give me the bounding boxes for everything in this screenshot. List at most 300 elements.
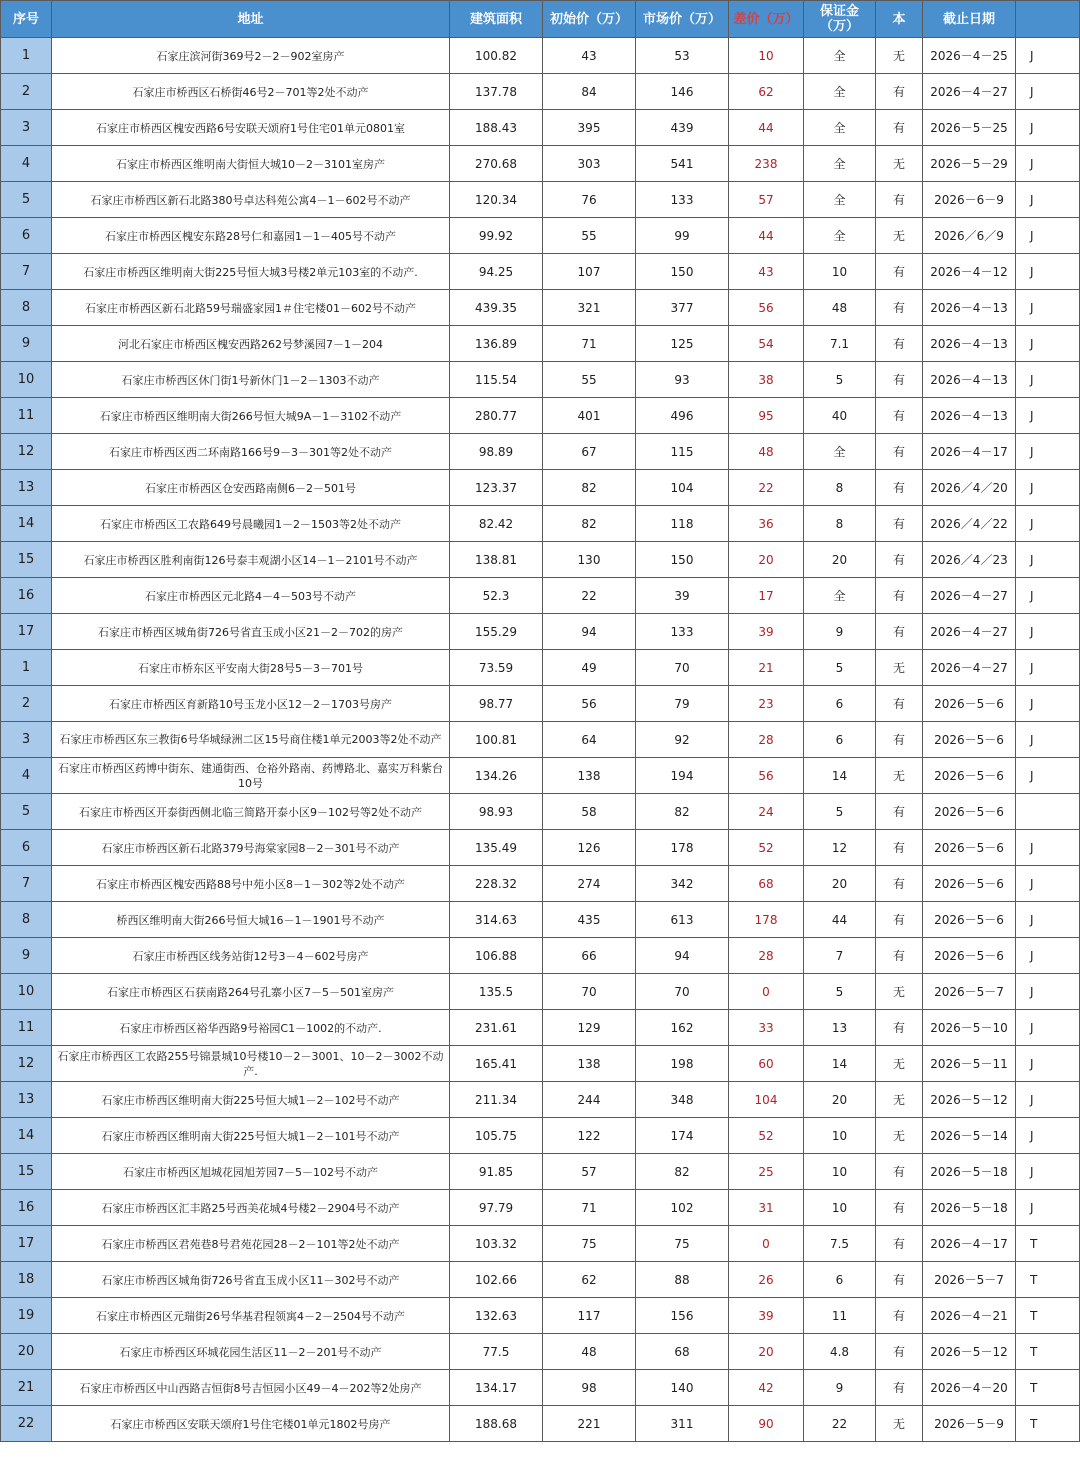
cell-deposit: 8 xyxy=(804,506,876,542)
cell-no: 13 xyxy=(1,1082,52,1118)
cell-start-price: 94 xyxy=(543,614,636,650)
cell-type: J xyxy=(1016,74,1080,110)
cell-cert: 无 xyxy=(876,218,923,254)
cell-deposit: 48 xyxy=(804,290,876,326)
cell-address: 石家庄市桥西区汇丰路25号西美花城4号楼2－2904号不动产 xyxy=(52,1190,450,1226)
cell-no: 6 xyxy=(1,830,52,866)
cell-market-price: 125 xyxy=(636,326,729,362)
cell-deposit: 14 xyxy=(804,1046,876,1082)
cell-address: 石家庄滨河街369号2－2－902室房产 xyxy=(52,38,450,74)
cell-market-price: 102 xyxy=(636,1190,729,1226)
cell-market-price: 75 xyxy=(636,1226,729,1262)
cell-type: J xyxy=(1016,722,1080,758)
cell-deadline: 2026－5－6 xyxy=(923,758,1016,794)
cell-market-price: 118 xyxy=(636,506,729,542)
cell-type: T xyxy=(1016,1226,1080,1262)
cell-area: 123.37 xyxy=(450,470,543,506)
cell-type: J xyxy=(1016,506,1080,542)
cell-deadline: 2026－5－6 xyxy=(923,722,1016,758)
cell-market-price: 94 xyxy=(636,938,729,974)
table-row xyxy=(1,1226,1080,1262)
cell-cert: 有 xyxy=(876,614,923,650)
cell-type: J xyxy=(1016,686,1080,722)
cell-type: J xyxy=(1016,254,1080,290)
cell-deadline: 2026－5－6 xyxy=(923,686,1016,722)
header-address: 地址 xyxy=(52,1,450,38)
cell-market-price: 115 xyxy=(636,434,729,470)
cell-no: 9 xyxy=(1,326,52,362)
cell-cert: 无 xyxy=(876,758,923,794)
cell-diff: 33 xyxy=(729,1010,804,1046)
cell-no: 15 xyxy=(1,1154,52,1190)
cell-cert: 有 xyxy=(876,1262,923,1298)
cell-deposit: 全 xyxy=(804,110,876,146)
cell-market-price: 150 xyxy=(636,254,729,290)
cell-market-price: 311 xyxy=(636,1406,729,1442)
cell-no: 10 xyxy=(1,974,52,1010)
cell-diff: 25 xyxy=(729,1154,804,1190)
cell-no: 21 xyxy=(1,1370,52,1406)
cell-area: 102.66 xyxy=(450,1262,543,1298)
cell-market-price: 162 xyxy=(636,1010,729,1046)
cell-address: 石家庄市桥西区安联天颂府1号住宅楼01单元1802号房产 xyxy=(52,1406,450,1442)
cell-market-price: 439 xyxy=(636,110,729,146)
cell-deposit: 13 xyxy=(804,1010,876,1046)
cell-deposit: 11 xyxy=(804,1298,876,1334)
cell-start-price: 107 xyxy=(543,254,636,290)
cell-start-price: 82 xyxy=(543,506,636,542)
cell-no: 8 xyxy=(1,902,52,938)
cell-no: 16 xyxy=(1,578,52,614)
cell-start-price: 62 xyxy=(543,1262,636,1298)
cell-market-price: 133 xyxy=(636,182,729,218)
cell-cert: 有 xyxy=(876,830,923,866)
cell-no: 13 xyxy=(1,470,52,506)
cell-no: 18 xyxy=(1,1262,52,1298)
cell-deadline: 2026－4－27 xyxy=(923,650,1016,686)
table-row xyxy=(1,290,1080,326)
cell-start-price: 126 xyxy=(543,830,636,866)
cell-area: 98.93 xyxy=(450,794,543,830)
cell-cert: 有 xyxy=(876,794,923,830)
cell-diff: 28 xyxy=(729,938,804,974)
cell-address: 河北石家庄市桥西区槐安西路262号梦溪园7－1－204 xyxy=(52,326,450,362)
cell-type: J xyxy=(1016,830,1080,866)
cell-diff: 31 xyxy=(729,1190,804,1226)
cell-area: 188.68 xyxy=(450,1406,543,1442)
cell-start-price: 43 xyxy=(543,38,636,74)
cell-area: 94.25 xyxy=(450,254,543,290)
cell-start-price: 138 xyxy=(543,1046,636,1082)
cell-cert: 无 xyxy=(876,1046,923,1082)
table-row xyxy=(1,74,1080,110)
cell-area: 188.43 xyxy=(450,110,543,146)
cell-cert: 无 xyxy=(876,1406,923,1442)
cell-address: 石家庄市桥西区新石北路379号海棠家园8－2－301号不动产 xyxy=(52,830,450,866)
cell-area: 134.26 xyxy=(450,758,543,794)
cell-deadline: 2026－4－17 xyxy=(923,1226,1016,1262)
cell-deadline: 2026－5－29 xyxy=(923,146,1016,182)
cell-cert: 有 xyxy=(876,362,923,398)
cell-market-price: 146 xyxy=(636,74,729,110)
cell-deposit: 6 xyxy=(804,1262,876,1298)
cell-deposit: 4.8 xyxy=(804,1334,876,1370)
cell-market-price: 156 xyxy=(636,1298,729,1334)
cell-deadline: 2026－5－7 xyxy=(923,974,1016,1010)
cell-no: 3 xyxy=(1,722,52,758)
cell-diff: 38 xyxy=(729,362,804,398)
cell-diff: 44 xyxy=(729,110,804,146)
cell-type: J xyxy=(1016,1154,1080,1190)
header-diff: 差价（万） xyxy=(729,1,804,38)
cell-address: 石家庄市桥西区维明南大街225号恒大城1－2－101号不动产 xyxy=(52,1118,450,1154)
table-row xyxy=(1,614,1080,650)
cell-deposit: 全 xyxy=(804,578,876,614)
cell-deadline: 2026－4－13 xyxy=(923,362,1016,398)
cell-start-price: 49 xyxy=(543,650,636,686)
cell-deposit: 全 xyxy=(804,146,876,182)
cell-cert: 有 xyxy=(876,1010,923,1046)
cell-type: T xyxy=(1016,1370,1080,1406)
cell-diff: 56 xyxy=(729,758,804,794)
cell-address: 石家庄市桥西区育新路10号玉龙小区12－2－1703号房产 xyxy=(52,686,450,722)
cell-cert: 无 xyxy=(876,146,923,182)
cell-address: 石家庄市桥西区环城花园生活区11－2－201号不动产 xyxy=(52,1334,450,1370)
table-row xyxy=(1,182,1080,218)
cell-area: 73.59 xyxy=(450,650,543,686)
cell-start-price: 401 xyxy=(543,398,636,434)
cell-deadline: 2026－4－27 xyxy=(923,614,1016,650)
table-row xyxy=(1,794,1080,830)
table-row xyxy=(1,434,1080,470)
cell-deadline: 2026－5－6 xyxy=(923,938,1016,974)
table-row xyxy=(1,326,1080,362)
cell-no: 5 xyxy=(1,794,52,830)
cell-deposit: 全 xyxy=(804,434,876,470)
cell-cert: 无 xyxy=(876,1082,923,1118)
cell-start-price: 321 xyxy=(543,290,636,326)
cell-area: 137.78 xyxy=(450,74,543,110)
cell-start-price: 56 xyxy=(543,686,636,722)
cell-area: 98.89 xyxy=(450,434,543,470)
cell-no: 4 xyxy=(1,146,52,182)
cell-type: J xyxy=(1016,362,1080,398)
cell-deposit: 20 xyxy=(804,542,876,578)
cell-deposit: 8 xyxy=(804,470,876,506)
cell-deadline: 2026－5－9 xyxy=(923,1406,1016,1442)
header-deposit: 保证金（万） xyxy=(804,1,876,38)
table-row xyxy=(1,938,1080,974)
cell-deposit: 22 xyxy=(804,1406,876,1442)
cell-deposit: 10 xyxy=(804,1190,876,1226)
cell-deadline: 2026－5－11 xyxy=(923,1046,1016,1082)
table-row xyxy=(1,362,1080,398)
table-row xyxy=(1,254,1080,290)
cell-deadline: 2026－4－13 xyxy=(923,290,1016,326)
cell-market-price: 104 xyxy=(636,470,729,506)
cell-address: 石家庄市桥西区元瑞街26号华基君程领寓4－2－2504号不动产 xyxy=(52,1298,450,1334)
cell-deadline: 2026－4－25 xyxy=(923,38,1016,74)
cell-start-price: 274 xyxy=(543,866,636,902)
cell-no: 7 xyxy=(1,254,52,290)
cell-cert: 有 xyxy=(876,182,923,218)
cell-deposit: 5 xyxy=(804,974,876,1010)
cell-type: J xyxy=(1016,866,1080,902)
table-row xyxy=(1,650,1080,686)
cell-area: 165.41 xyxy=(450,1046,543,1082)
cell-type: J xyxy=(1016,218,1080,254)
cell-deposit: 6 xyxy=(804,722,876,758)
cell-no: 16 xyxy=(1,1190,52,1226)
cell-market-price: 70 xyxy=(636,650,729,686)
cell-market-price: 140 xyxy=(636,1370,729,1406)
cell-no: 11 xyxy=(1,398,52,434)
cell-type: J xyxy=(1016,182,1080,218)
cell-type: J xyxy=(1016,110,1080,146)
cell-deadline: 2026－5－12 xyxy=(923,1334,1016,1370)
cell-deposit: 14 xyxy=(804,758,876,794)
cell-no: 17 xyxy=(1,614,52,650)
cell-area: 82.42 xyxy=(450,506,543,542)
cell-deposit: 全 xyxy=(804,182,876,218)
cell-area: 280.77 xyxy=(450,398,543,434)
cell-start-price: 82 xyxy=(543,470,636,506)
table-row xyxy=(1,722,1080,758)
cell-deadline: 2026／4／23 xyxy=(923,542,1016,578)
table-row xyxy=(1,1370,1080,1406)
cell-no: 17 xyxy=(1,1226,52,1262)
table-row xyxy=(1,1298,1080,1334)
table-row xyxy=(1,758,1080,794)
table-row xyxy=(1,506,1080,542)
cell-diff: 43 xyxy=(729,254,804,290)
cell-market-price: 496 xyxy=(636,398,729,434)
cell-deposit: 5 xyxy=(804,650,876,686)
cell-address: 石家庄市桥西区槐安西路6号安联天颂府1号住宅01单元0801室 xyxy=(52,110,450,146)
cell-address: 石家庄市桥西区胜利南街126号泰丰观湖小区14－1－2101号不动产 xyxy=(52,542,450,578)
header-type xyxy=(1016,1,1080,38)
cell-deadline: 2026／6／9 xyxy=(923,218,1016,254)
cell-diff: 238 xyxy=(729,146,804,182)
cell-market-price: 194 xyxy=(636,758,729,794)
cell-start-price: 58 xyxy=(543,794,636,830)
cell-address: 石家庄市桥西区城角街726号省直玉成小区21－2－702的房产 xyxy=(52,614,450,650)
cell-area: 439.35 xyxy=(450,290,543,326)
cell-area: 98.77 xyxy=(450,686,543,722)
cell-address: 石家庄市桥西区城角街726号省直玉成小区11－302号不动产 xyxy=(52,1262,450,1298)
cell-deposit: 20 xyxy=(804,1082,876,1118)
cell-market-price: 99 xyxy=(636,218,729,254)
cell-diff: 178 xyxy=(729,902,804,938)
cell-deposit: 9 xyxy=(804,1370,876,1406)
cell-type: J xyxy=(1016,578,1080,614)
cell-area: 136.89 xyxy=(450,326,543,362)
cell-type: J xyxy=(1016,1010,1080,1046)
cell-area: 100.81 xyxy=(450,722,543,758)
cell-start-price: 64 xyxy=(543,722,636,758)
cell-start-price: 57 xyxy=(543,1154,636,1190)
cell-address: 石家庄市桥西区线务站街12号3－4－602号房产 xyxy=(52,938,450,974)
cell-no: 19 xyxy=(1,1298,52,1334)
cell-diff: 68 xyxy=(729,866,804,902)
cell-type: J xyxy=(1016,38,1080,74)
cell-deadline: 2026－5－25 xyxy=(923,110,1016,146)
table-row xyxy=(1,542,1080,578)
cell-deposit: 44 xyxy=(804,902,876,938)
cell-start-price: 22 xyxy=(543,578,636,614)
table-row xyxy=(1,974,1080,1010)
cell-no: 1 xyxy=(1,650,52,686)
table-row xyxy=(1,38,1080,74)
cell-type: J xyxy=(1016,974,1080,1010)
cell-market-price: 82 xyxy=(636,794,729,830)
cell-type: T xyxy=(1016,1298,1080,1334)
cell-diff: 36 xyxy=(729,506,804,542)
cell-deadline: 2026－4－27 xyxy=(923,578,1016,614)
cell-no: 7 xyxy=(1,866,52,902)
cell-address: 石家庄市桥西区中山西路吉恒街8号吉恒园小区49－4－202等2处房产 xyxy=(52,1370,450,1406)
cell-address: 石家庄市桥西区维明南大街恒大城10－2－3101室房产 xyxy=(52,146,450,182)
cell-cert: 有 xyxy=(876,1298,923,1334)
cell-type: J xyxy=(1016,1190,1080,1226)
cell-start-price: 71 xyxy=(543,326,636,362)
cell-deadline: 2026－5－10 xyxy=(923,1010,1016,1046)
cell-market-price: 92 xyxy=(636,722,729,758)
cell-area: 231.61 xyxy=(450,1010,543,1046)
cell-no: 1 xyxy=(1,38,52,74)
cell-area: 138.81 xyxy=(450,542,543,578)
cell-start-price: 55 xyxy=(543,218,636,254)
cell-deadline: 2026－5－6 xyxy=(923,830,1016,866)
cell-no: 2 xyxy=(1,74,52,110)
cell-diff: 0 xyxy=(729,974,804,1010)
cell-deadline: 2026－4－20 xyxy=(923,1370,1016,1406)
cell-address: 石家庄市桥西区工农路255号锦景城10号楼10－2－3001、10－2－3002不动产. xyxy=(52,1046,450,1082)
cell-type: J xyxy=(1016,614,1080,650)
cell-deadline: 2026－4－12 xyxy=(923,254,1016,290)
cell-cert: 有 xyxy=(876,686,923,722)
cell-cert: 无 xyxy=(876,1118,923,1154)
cell-deposit: 10 xyxy=(804,1118,876,1154)
cell-start-price: 48 xyxy=(543,1334,636,1370)
table-row xyxy=(1,902,1080,938)
cell-deadline: 2026－5－6 xyxy=(923,794,1016,830)
cell-area: 120.34 xyxy=(450,182,543,218)
cell-deposit: 40 xyxy=(804,398,876,434)
cell-address: 石家庄市桥西区石桥街46号2－701等2处不动产 xyxy=(52,74,450,110)
cell-address: 石家庄市桥西区槐安东路28号仁和嘉园1－1－405号不动产 xyxy=(52,218,450,254)
cell-no: 22 xyxy=(1,1406,52,1442)
cell-deposit: 7.1 xyxy=(804,326,876,362)
table-row xyxy=(1,1190,1080,1226)
cell-type: J xyxy=(1016,470,1080,506)
table-row xyxy=(1,830,1080,866)
cell-deposit: 7.5 xyxy=(804,1226,876,1262)
cell-start-price: 221 xyxy=(543,1406,636,1442)
cell-deposit: 20 xyxy=(804,866,876,902)
cell-market-price: 88 xyxy=(636,1262,729,1298)
cell-address: 石家庄市桥西区元北路4－4－503号不动产 xyxy=(52,578,450,614)
cell-cert: 有 xyxy=(876,578,923,614)
cell-type: J xyxy=(1016,290,1080,326)
cell-cert: 有 xyxy=(876,938,923,974)
cell-start-price: 138 xyxy=(543,758,636,794)
cell-no: 14 xyxy=(1,1118,52,1154)
cell-area: 155.29 xyxy=(450,614,543,650)
cell-address: 石家庄市桥西区新石北路59号瑞盛家园1＃住宅楼01－602号不动产 xyxy=(52,290,450,326)
cell-diff: 60 xyxy=(729,1046,804,1082)
cell-type: J xyxy=(1016,1046,1080,1082)
cell-address: 石家庄市桥西区维明南大街266号恒大城9A－1－3102不动产 xyxy=(52,398,450,434)
cell-diff: 52 xyxy=(729,1118,804,1154)
cell-no: 4 xyxy=(1,758,52,794)
cell-start-price: 435 xyxy=(543,902,636,938)
cell-market-price: 82 xyxy=(636,1154,729,1190)
cell-deadline: 2026－5－6 xyxy=(923,866,1016,902)
table-row xyxy=(1,1154,1080,1190)
table-row xyxy=(1,146,1080,182)
cell-address: 石家庄市桥西区维明南大街225号恒大城1－2－102号不动产 xyxy=(52,1082,450,1118)
cell-diff: 10 xyxy=(729,38,804,74)
table-row xyxy=(1,866,1080,902)
cell-area: 97.79 xyxy=(450,1190,543,1226)
cell-cert: 有 xyxy=(876,1334,923,1370)
cell-diff: 42 xyxy=(729,1370,804,1406)
cell-type: J xyxy=(1016,146,1080,182)
cell-area: 77.5 xyxy=(450,1334,543,1370)
cell-area: 314.63 xyxy=(450,902,543,938)
cell-type: J xyxy=(1016,326,1080,362)
cell-address: 石家庄市桥西区旭城花园旭芳园7－5－102号不动产 xyxy=(52,1154,450,1190)
cell-deposit: 7 xyxy=(804,938,876,974)
cell-deadline: 2026－5－6 xyxy=(923,902,1016,938)
table-row xyxy=(1,1010,1080,1046)
header-no: 序号 xyxy=(1,1,52,38)
header-market-price: 市场价（万） xyxy=(636,1,729,38)
cell-deadline: 2026－5－7 xyxy=(923,1262,1016,1298)
cell-deposit: 12 xyxy=(804,830,876,866)
cell-market-price: 133 xyxy=(636,614,729,650)
cell-diff: 23 xyxy=(729,686,804,722)
cell-type: T xyxy=(1016,1406,1080,1442)
header-cert: 本 xyxy=(876,1,923,38)
table-row xyxy=(1,110,1080,146)
cell-type: J xyxy=(1016,938,1080,974)
cell-cert: 有 xyxy=(876,254,923,290)
cell-no: 20 xyxy=(1,1334,52,1370)
cell-type: J xyxy=(1016,902,1080,938)
cell-type: T xyxy=(1016,1262,1080,1298)
cell-deposit: 全 xyxy=(804,38,876,74)
cell-diff: 39 xyxy=(729,1298,804,1334)
cell-type xyxy=(1016,794,1080,830)
cell-cert: 有 xyxy=(876,110,923,146)
cell-diff: 20 xyxy=(729,1334,804,1370)
cell-cert: 有 xyxy=(876,1226,923,1262)
cell-diff: 56 xyxy=(729,290,804,326)
cell-start-price: 122 xyxy=(543,1118,636,1154)
table-body xyxy=(1,38,1080,1442)
cell-market-price: 541 xyxy=(636,146,729,182)
table-row xyxy=(1,1406,1080,1442)
cell-cert: 有 xyxy=(876,74,923,110)
cell-address: 石家庄市桥西区东三教街6号华城绿洲二区15号商住楼1单元2003等2处不动产 xyxy=(52,722,450,758)
cell-area: 100.82 xyxy=(450,38,543,74)
cell-diff: 0 xyxy=(729,1226,804,1262)
cell-cert: 有 xyxy=(876,290,923,326)
cell-diff: 24 xyxy=(729,794,804,830)
cell-no: 5 xyxy=(1,182,52,218)
